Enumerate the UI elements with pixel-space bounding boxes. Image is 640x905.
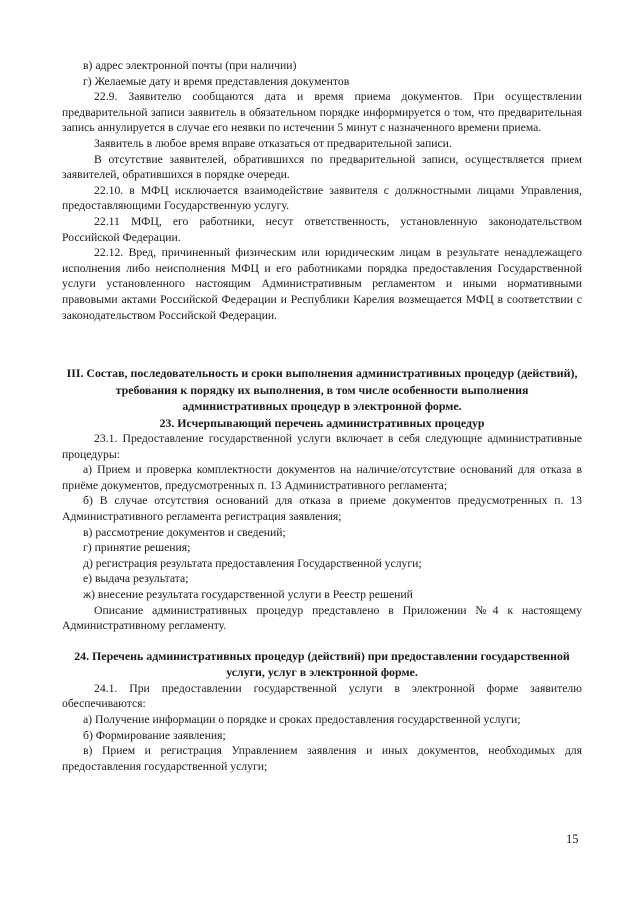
section-3-heading: III. Состав, последовательность и сроки выполнения административных процедур (действий), требования к порядку их выполнения, в том числе особенности выполнения административных процедур в электронной форме. bbox=[66, 366, 578, 414]
paragraph: Заявитель в любое время вправе отказаться от предварительной записи. bbox=[94, 136, 452, 150]
list-item: ж) внесение результата государственной услуги в Реестр решений bbox=[83, 588, 413, 602]
paragraph: 23.1. Предоставление государственной услуги включает в себя следующие административные процедуры: bbox=[62, 432, 582, 461]
list-item: в) рассмотрение документов и сведений; bbox=[83, 525, 286, 539]
page-number: 15 bbox=[566, 832, 579, 846]
paragraph: 22.9. Заявителю сообщаются дата и время приема документов. При осуществлении предварительной записи заявитель в обязательном порядке информируется о том, что предварительная запись аннулируется в случае его неявки по истечении 5 минут с назначенного времени приема. bbox=[62, 90, 582, 135]
paragraph: 24.1. При предоставлении государственной услуги в электронной форме заявителю обеспечиваются: bbox=[62, 681, 582, 711]
spacer bbox=[62, 323, 582, 365]
list-item: д) регистрация результата предоставления Государственной услуги; bbox=[83, 556, 422, 570]
list-item: е) выдача результата; bbox=[83, 572, 189, 586]
paragraph: 22.11 МФЦ, его работники, несут ответственность, установленную законодательством Российской Федерации. bbox=[62, 214, 582, 244]
list-item: б) Формирование заявления; bbox=[83, 728, 226, 742]
list-item: б) В случае отсутствия оснований для отказа в приеме документов предусмотренных п. 13 Административного регламента регистрация заявления; bbox=[62, 494, 582, 524]
paragraph: в) адрес электронной почты (при наличии) bbox=[83, 59, 297, 72]
list-item: а) Получение информации о порядке и сроках предоставления государственной услуги; bbox=[83, 713, 521, 726]
paragraph: 22.12. Вред, причиненный физическим или юридическим лицам в результате ненадлежащего исполнения либо неисполнения МФЦ и его работниками порядка предоставления Государственной услуги установленного настоящим Административным регламентом и иными нормативными правовыми актами Российской Федерации и Республики Карелия возмещается МФЦ в соответствии с законодательством Российской Федерации. bbox=[62, 246, 582, 322]
spacer bbox=[62, 634, 582, 648]
page-content bbox=[62, 58, 582, 774]
paragraph: 22.10. в МФЦ исключается взаимодействие заявителя с должностными лицами Управления, предоставляющими Государственную услугу. bbox=[62, 183, 582, 213]
list-item: в) Прием и регистрация Управлением заявления и иных документов, необходимых для предоставления государственной услуги; bbox=[62, 744, 582, 773]
list-item: а) Прием и проверка комплектности документов на наличие/отсутствие оснований для отказа в приёме документов, предусмотренных п. 13 Административного регламента; bbox=[62, 463, 582, 492]
list-item: г) принятие решения; bbox=[83, 541, 191, 555]
section-24-heading: 24. Перечень административных процедур (действий) при предоставлении государственной услуги, услуг в электронной форме. bbox=[74, 648, 570, 680]
paragraph: В отсутствие заявителей, обратившихся по предварительной записи, осуществляется прием заявителей, обратившихся в порядке очереди. bbox=[62, 152, 582, 182]
paragraph: г) Желаемые дату и время представления документов bbox=[83, 74, 350, 88]
paragraph: Описание административных процедур представлено в Приложении №4 к настоящему Административному регламенту. bbox=[62, 603, 582, 633]
section-23-heading: 23. Исчерпывающий перечень административных процедур bbox=[159, 415, 485, 430]
